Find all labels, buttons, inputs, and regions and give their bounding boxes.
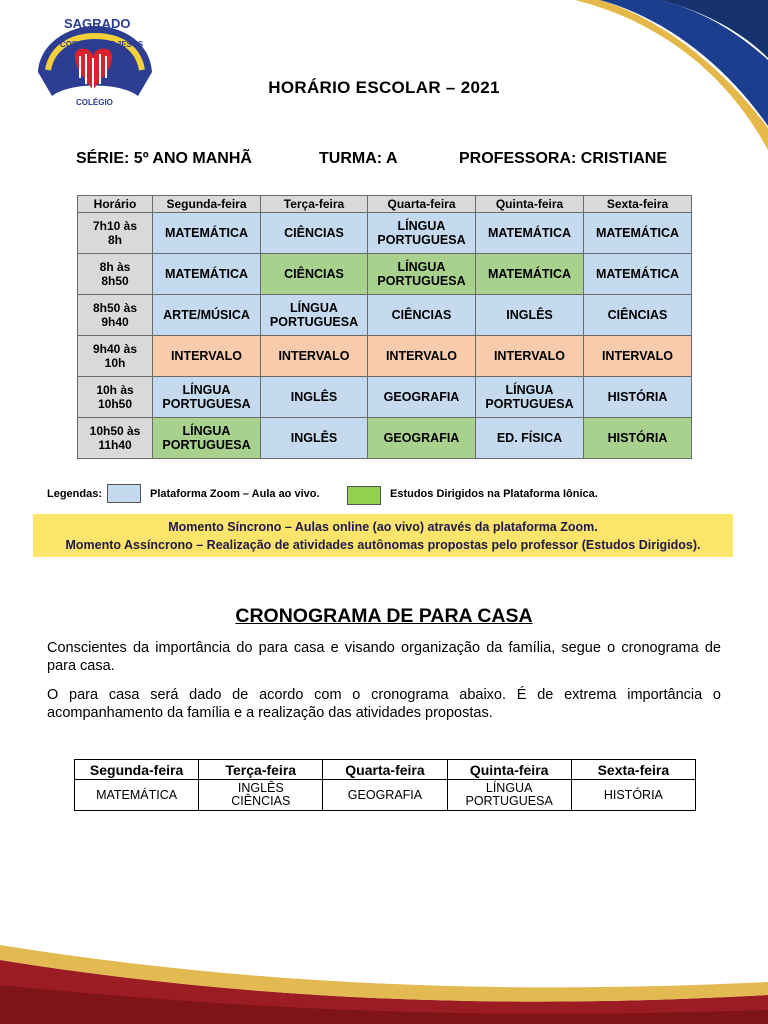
time-cell (78, 336, 153, 377)
class-cell (584, 377, 692, 418)
class-cell-text: LÍNGUA (290, 301, 338, 315)
class-cell (584, 213, 692, 254)
class-cell (153, 418, 261, 459)
class-cell (153, 254, 261, 295)
header-cell: Terça-feira (261, 196, 368, 213)
class-cell-text: INTERVALO (601, 349, 674, 363)
time-cell-text: 10h50 (97, 397, 133, 411)
class-cell-text: ARTE/MÚSICA (163, 308, 250, 322)
time-cell-text: 10h (104, 356, 126, 370)
turma-label: TURMA: A (319, 150, 398, 167)
class-cell (476, 377, 584, 418)
homework-cell (323, 780, 447, 811)
homework-header-cell: Quinta-feira (447, 760, 571, 780)
legend-swatch-blue (107, 484, 141, 503)
time-cell (78, 418, 153, 459)
legend-green-text: Estudos Dirigidos na Plataforma Iônica. (390, 488, 598, 500)
homework-header-cell: Quarta-feira (323, 760, 447, 780)
header-cell: Sexta-feira (584, 196, 692, 213)
schedule-row (78, 377, 692, 418)
legend (47, 484, 727, 504)
homework-cell (199, 780, 323, 811)
homework-table (74, 759, 696, 811)
schedule-row (78, 295, 692, 336)
class-cell (476, 295, 584, 336)
class-cell (368, 336, 476, 377)
notice-line-async: Momento Assíncrono – Realização de atividades autônomas propostas pelo professor (Estudos Dirigidos). (65, 538, 701, 552)
class-cell-text: MATEMÁTICA (487, 267, 572, 281)
class-cell-text: GEOGRAFIA (383, 431, 460, 445)
class-cell-text: CIÊNCIAS (607, 308, 668, 322)
time-cell-text: 8h50 (101, 274, 129, 288)
class-cell-text: CIÊNCIAS (391, 308, 452, 322)
legend-swatch-green (347, 486, 381, 505)
time-cell-text: 9h40 (101, 315, 129, 329)
class-cell (368, 295, 476, 336)
logo-text-bottom: COLÉGIO (76, 98, 113, 107)
header-cell: Segunda-feira (153, 196, 261, 213)
class-cell-text: LÍNGUA (505, 383, 554, 397)
class-cell-text: LÍNGUA (397, 219, 446, 233)
schedule-row (78, 418, 692, 459)
class-cell-text: HISTÓRIA (607, 431, 668, 445)
class-cell (476, 336, 584, 377)
class-cell (368, 418, 476, 459)
homework-cell-text: MATEMÁTICA (96, 787, 178, 802)
class-cell-text: LÍNGUA (182, 383, 231, 397)
class-cell-text: MATEMÁTICA (164, 226, 249, 240)
cronograma-paragraph-2: O para casa será dado de acordo com o cronograma abaixo. É de extrema importância o acompanhamento da família e a realização das atividades propostas. (47, 687, 721, 721)
class-cell-text: INGLÊS (506, 308, 553, 322)
time-cell-text: 8h às (99, 260, 131, 274)
homework-header-cell: Sexta-feira (571, 760, 695, 780)
class-cell (476, 213, 584, 254)
header-cell: Quarta-feira (368, 196, 476, 213)
class-cell-text: INGLÊS (290, 390, 338, 404)
class-cell-text: INTERVALO (493, 349, 566, 363)
logo-text-top: SAGRADO (64, 16, 131, 31)
class-cell-text: MATEMÁTICA (595, 226, 680, 240)
class-cell-text: INTERVALO (278, 349, 350, 363)
schedule-header-row (78, 196, 692, 213)
class-cell-text: PORTUGUESA (377, 274, 466, 288)
class-cell-text: INTERVALO (170, 349, 243, 363)
class-cell (153, 295, 261, 336)
time-cell (78, 295, 153, 336)
time-cell (78, 254, 153, 295)
class-cell-text: INTERVALO (385, 349, 458, 363)
class-cell (153, 213, 261, 254)
class-cell (584, 254, 692, 295)
class-cell (368, 213, 476, 254)
homework-cell (447, 780, 571, 811)
class-cell-text: PORTUGUESA (162, 397, 251, 411)
homework-row (75, 780, 696, 811)
class-cell-text: LÍNGUA (182, 424, 231, 438)
cronograma-paragraph-1: Conscientes da importância do para casa e visando organização da família, segue o cronograma de para casa. (47, 640, 721, 674)
class-cell (368, 254, 476, 295)
homework-header-row (75, 760, 696, 780)
logo-text-middle: CORAÇÃO DE JESUS (60, 40, 144, 49)
time-cell-text: 10h50 às (89, 424, 141, 438)
class-cell (261, 418, 368, 459)
homework-cell (75, 780, 199, 811)
time-cell-text: 11h40 (98, 438, 132, 452)
schedule-row (78, 254, 692, 295)
homework-cell-text: HISTÓRIA (603, 787, 663, 802)
time-cell-text: 10h às (96, 383, 134, 397)
professora-label: PROFESSORA: CRISTIANE (459, 150, 668, 167)
class-cell (261, 336, 368, 377)
class-cell (476, 418, 584, 459)
class-cell-text: PORTUGUESA (377, 233, 466, 247)
serie-label: SÉRIE: 5º ANO MANHÃ (76, 150, 252, 167)
class-cell-text: MATEMÁTICA (487, 226, 572, 240)
class-cell (476, 254, 584, 295)
class-cell (584, 336, 692, 377)
homework-header-cell: Terça-feira (199, 760, 323, 780)
class-cell-text: PORTUGUESA (162, 438, 251, 452)
class-cell (261, 254, 368, 295)
class-cell-text: GEOGRAFIA (383, 390, 460, 404)
header-cell: Horário (78, 196, 153, 213)
class-cell-text: LÍNGUA (397, 260, 446, 274)
class-cell-text: INGLÊS (290, 431, 338, 445)
cronograma-title: CRONOGRAMA DE PARA CASA (235, 605, 533, 627)
schedule-row (78, 336, 692, 377)
class-cell (261, 295, 368, 336)
class-cell (261, 213, 368, 254)
homework-cell-text: INGLÊS (237, 781, 284, 795)
header-cell: Quinta-feira (476, 196, 584, 213)
time-cell-text: 8h (107, 233, 122, 247)
legend-blue-text: Plataforma Zoom – Aula ao vivo. (150, 488, 320, 500)
class-cell (584, 418, 692, 459)
class-cell-text: HISTÓRIA (607, 390, 668, 404)
legend-label: Legendas: (47, 488, 103, 500)
homework-cell-text: PORTUGUESA (465, 794, 553, 808)
notice-box (33, 514, 733, 557)
time-cell (78, 213, 153, 254)
notice-line-sync: Momento Síncrono – Aulas online (ao vivo) através da plataforma Zoom. (168, 520, 598, 534)
class-cell (153, 377, 261, 418)
time-cell-text: 8h50 às (92, 301, 138, 315)
homework-cell-text: LÍNGUA (485, 781, 533, 795)
homework-cell-text: GEOGRAFIA (347, 787, 423, 802)
class-cell-text: CIÊNCIAS (284, 267, 344, 281)
homework-header-cell: Segunda-feira (75, 760, 199, 780)
homework-cell-text: CIÊNCIAS (231, 794, 291, 808)
class-cell-text: CIÊNCIAS (284, 226, 344, 240)
class-cell (368, 377, 476, 418)
class-cell-text: MATEMÁTICA (164, 267, 249, 281)
class-cell (153, 336, 261, 377)
class-cell-text: PORTUGUESA (269, 315, 359, 329)
class-cell-text: PORTUGUESA (485, 397, 574, 411)
time-cell-text: 7h10 às (92, 219, 138, 233)
class-cell-text: ED. FÍSICA (496, 431, 563, 445)
time-cell-text: 9h40 às (92, 342, 138, 356)
time-cell (78, 377, 153, 418)
class-cell (261, 377, 368, 418)
homework-cell (571, 780, 695, 811)
class-cell-text: MATEMÁTICA (595, 267, 680, 281)
schedule-row (78, 213, 692, 254)
page-title: HORÁRIO ESCOLAR – 2021 (268, 78, 500, 97)
class-cell (584, 295, 692, 336)
schedule-table (77, 195, 692, 459)
